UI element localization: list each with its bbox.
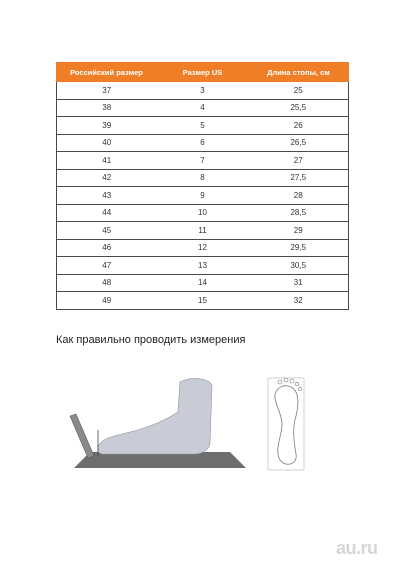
table-row: [57, 222, 349, 240]
russian-size-cell: 37: [57, 82, 157, 100]
russian-size-cell: 49: [57, 292, 157, 310]
table-row: [57, 134, 349, 152]
russian-size-cell: 46: [57, 239, 157, 257]
us-size-cell: 7: [157, 152, 249, 170]
leaning-book: [70, 414, 94, 458]
foot-measurement-illustration: [60, 372, 320, 476]
russian-size-cell: 40: [57, 134, 157, 152]
us-size-cell: 8: [157, 169, 249, 187]
header-russian-size: Российский размер: [57, 63, 157, 82]
size-chart-table: [56, 62, 349, 310]
us-size-cell: 14: [157, 274, 249, 292]
us-size-cell: 4: [157, 99, 249, 117]
toe-mark: [298, 387, 301, 390]
russian-size-cell: 44: [57, 204, 157, 222]
table-row: [57, 82, 349, 100]
table-row: [57, 169, 349, 187]
russian-size-cell: 43: [57, 187, 157, 205]
russian-size-cell: 38: [57, 99, 157, 117]
russian-size-cell: 41: [57, 152, 157, 170]
foot-length-cell: 28,5: [249, 204, 349, 222]
toe-mark: [295, 382, 299, 386]
russian-size-cell: 39: [57, 117, 157, 135]
us-size-cell: 13: [157, 257, 249, 275]
foot-length-cell: 30,5: [249, 257, 349, 275]
russian-size-cell: 48: [57, 274, 157, 292]
table-row: [57, 292, 349, 310]
foot-length-cell: 29: [249, 222, 349, 240]
foot-length-cell: 27,5: [249, 169, 349, 187]
table-row: [57, 152, 349, 170]
table-row: [57, 257, 349, 275]
foot-length-cell: 25: [249, 82, 349, 100]
us-size-cell: 11: [157, 222, 249, 240]
footprint-outline: [275, 386, 298, 465]
table-row: [57, 239, 349, 257]
toe-mark: [284, 378, 288, 382]
us-size-cell: 10: [157, 204, 249, 222]
russian-size-cell: 42: [57, 169, 157, 187]
us-size-cell: 12: [157, 239, 249, 257]
measurement-heading: Как правильно проводить измерения: [56, 334, 246, 346]
foot-length-cell: 27: [249, 152, 349, 170]
us-size-cell: 9: [157, 187, 249, 205]
foot-side-view: [98, 379, 212, 454]
table-header-row: [57, 63, 349, 82]
foot-length-cell: 32: [249, 292, 349, 310]
us-size-cell: 6: [157, 134, 249, 152]
floor-mat: [74, 452, 246, 468]
toe-mark: [278, 380, 282, 384]
table-row: [57, 187, 349, 205]
foot-length-cell: 26,5: [249, 134, 349, 152]
foot-length-cell: 31: [249, 274, 349, 292]
russian-size-cell: 47: [57, 257, 157, 275]
foot-length-cell: 26: [249, 117, 349, 135]
foot-length-cell: 25,5: [249, 99, 349, 117]
table-row: [57, 274, 349, 292]
us-size-cell: 5: [157, 117, 249, 135]
us-size-cell: 15: [157, 292, 249, 310]
header-us-size: Размер US: [157, 63, 249, 82]
watermark-logo: au.ru: [336, 538, 378, 558]
us-size-cell: 3: [157, 82, 249, 100]
header-foot-length: Длина стопы, см: [249, 63, 349, 82]
foot-length-cell: 28: [249, 187, 349, 205]
table-row: [57, 117, 349, 135]
toe-mark: [290, 379, 294, 383]
table-row: [57, 204, 349, 222]
foot-length-cell: 29,5: [249, 239, 349, 257]
russian-size-cell: 45: [57, 222, 157, 240]
table-row: [57, 99, 349, 117]
